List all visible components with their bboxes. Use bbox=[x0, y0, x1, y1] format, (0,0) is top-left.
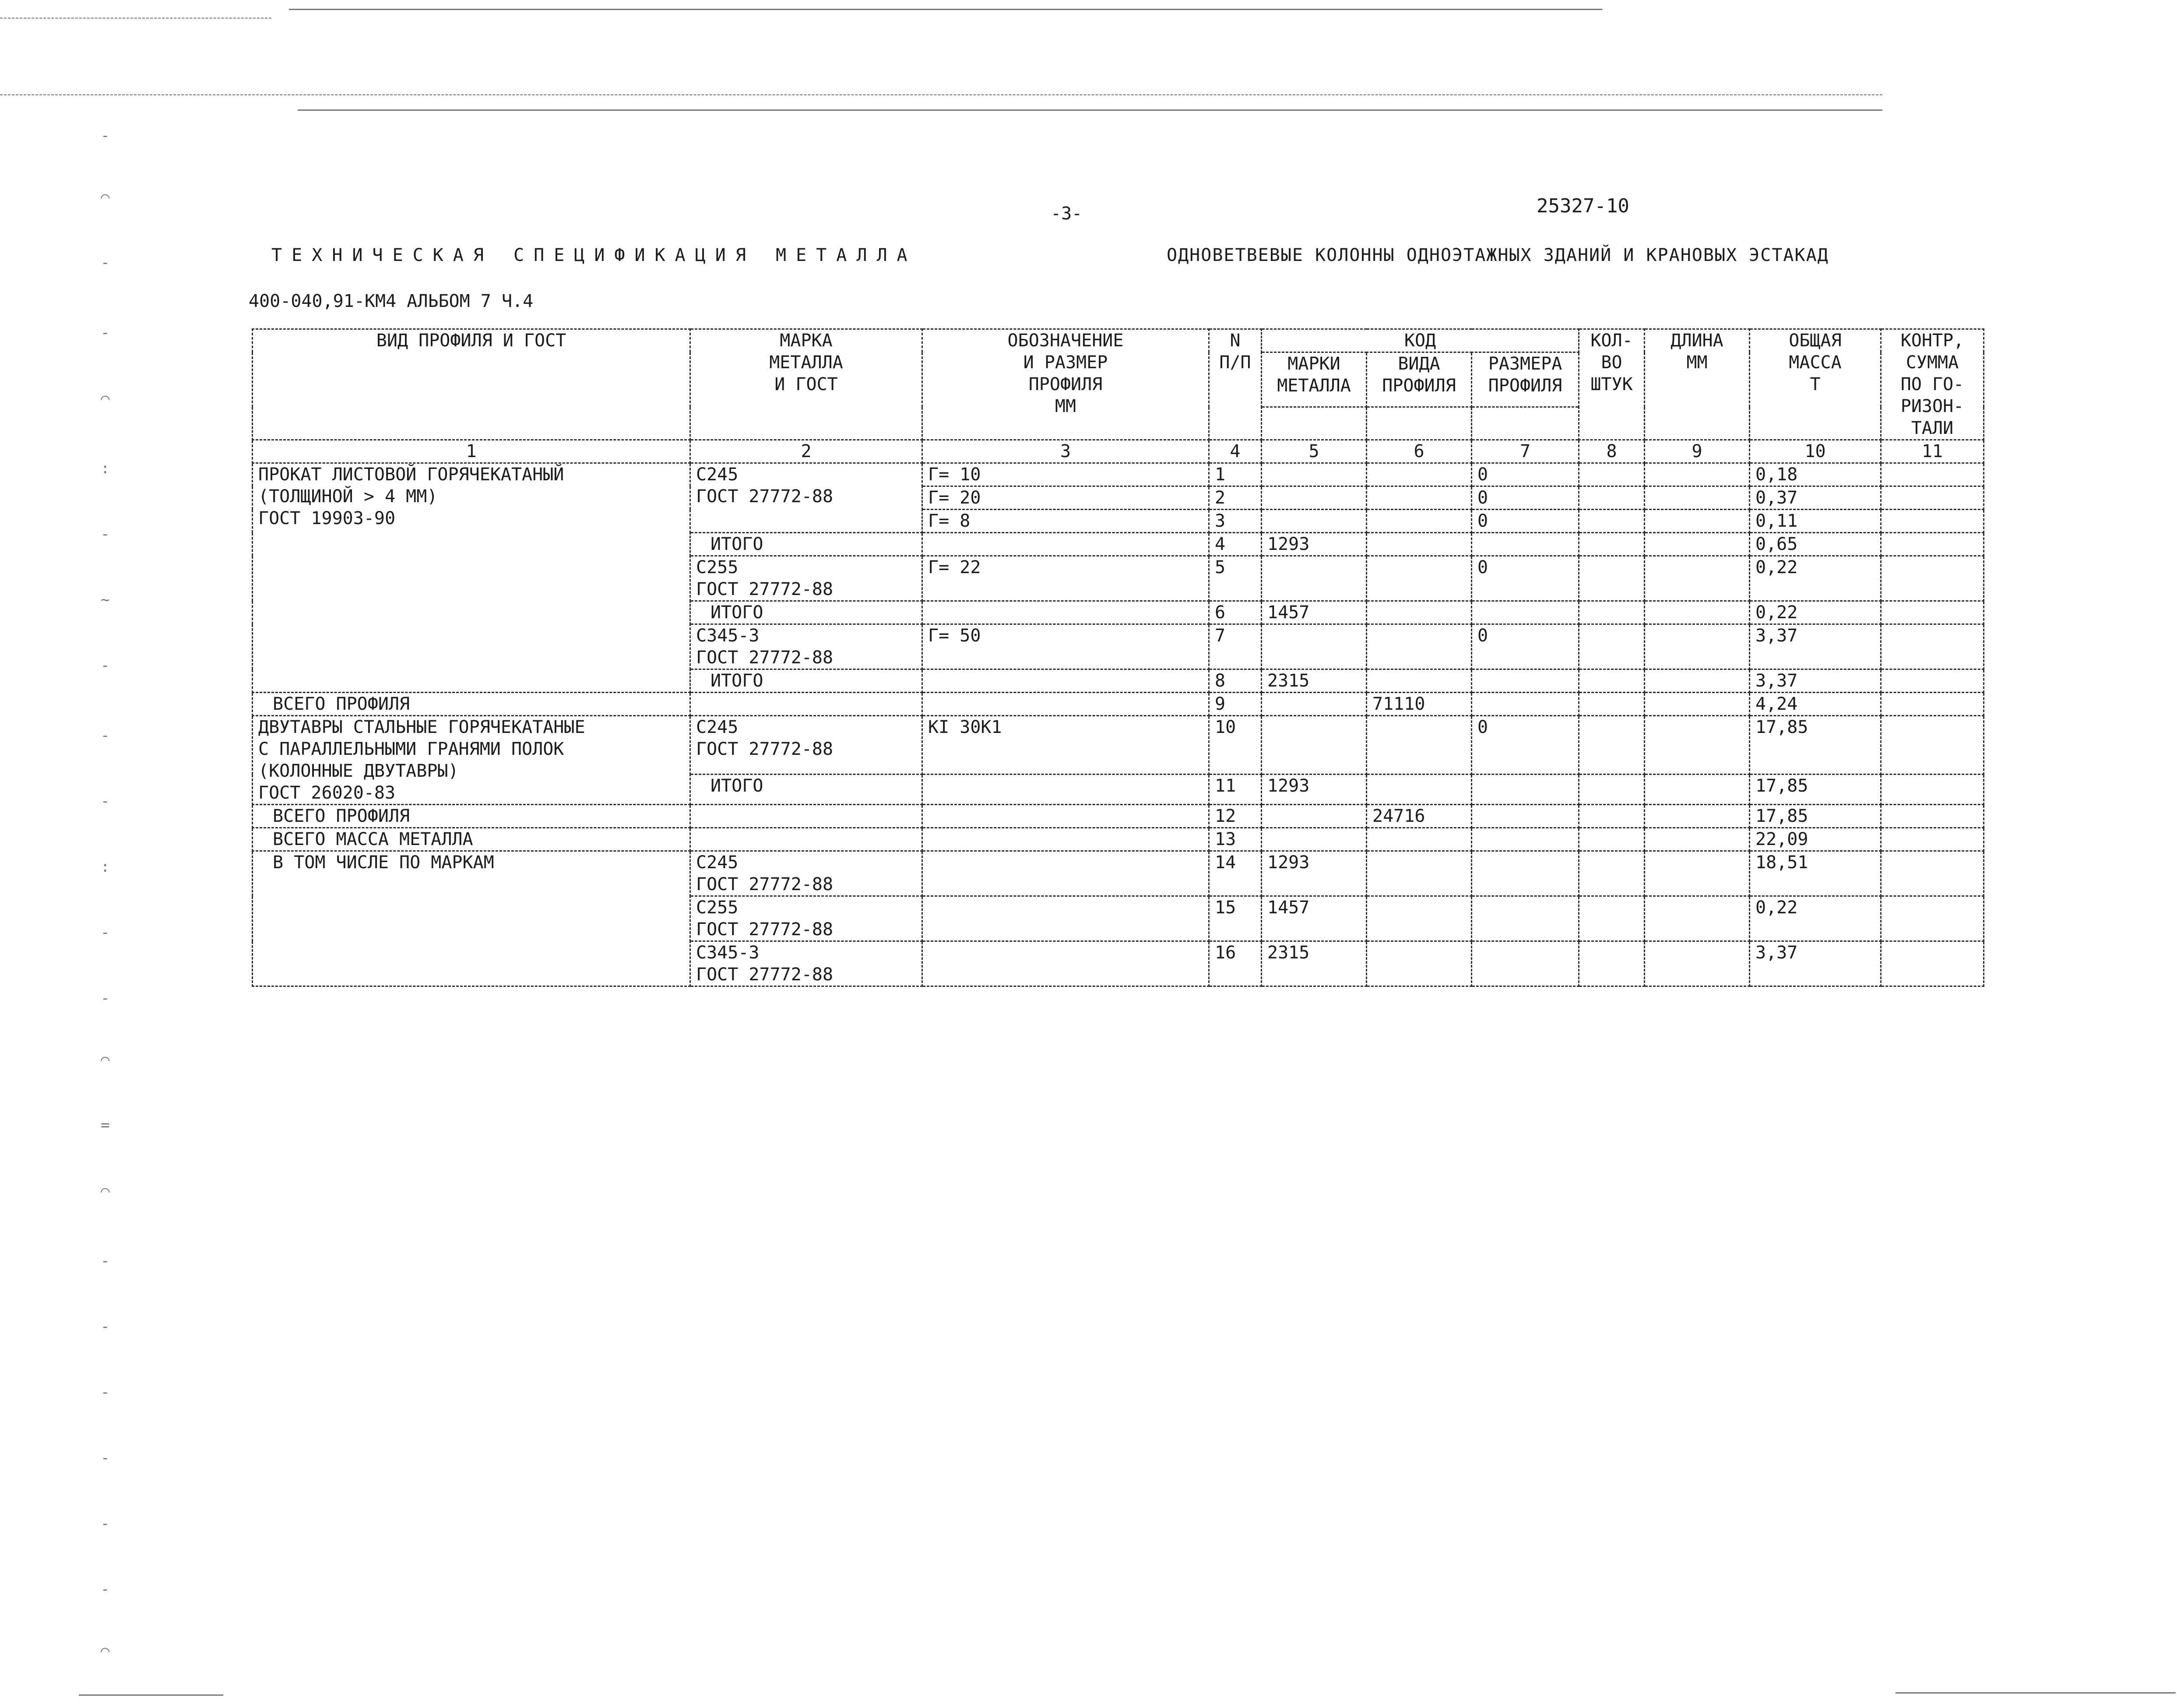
document-title: ТЕХНИЧЕСКАЯ СПЕЦИФИКАЦИЯ МЕТАЛЛА bbox=[271, 245, 917, 265]
column-number: 9 bbox=[1645, 440, 1750, 463]
subtotal-label: ИТОГО bbox=[690, 775, 922, 805]
column-number: 3 bbox=[922, 440, 1209, 463]
profile-code-cell bbox=[1367, 486, 1472, 510]
header-code: КОД bbox=[1262, 329, 1579, 352]
control-cell bbox=[1881, 556, 1984, 601]
profile-code-cell bbox=[1367, 669, 1472, 693]
length-cell bbox=[1645, 716, 1750, 775]
column-number: 11 bbox=[1881, 440, 1984, 463]
row-number-cell: 11 bbox=[1209, 775, 1262, 805]
row-number-cell: 9 bbox=[1209, 693, 1262, 716]
total-profile-label: ВСЕГО ПРОФИЛЯ bbox=[253, 693, 690, 716]
grade-code-cell bbox=[1262, 716, 1367, 775]
length-cell bbox=[1645, 510, 1750, 533]
grade-code-cell: 2315 bbox=[1262, 941, 1367, 986]
edge-mark: : bbox=[101, 460, 110, 477]
edge-mark: - bbox=[101, 990, 110, 1007]
grade-code-cell bbox=[1262, 828, 1367, 851]
table-row bbox=[253, 851, 1984, 896]
count-cell bbox=[1579, 510, 1645, 533]
column-number: 2 bbox=[690, 440, 922, 463]
profile-size-cell bbox=[922, 533, 1209, 556]
edge-mark: - bbox=[101, 792, 110, 810]
count-cell bbox=[1579, 533, 1645, 556]
grade-cell bbox=[690, 828, 922, 851]
scan-line bbox=[0, 18, 271, 19]
profile-size-cell bbox=[922, 941, 1209, 986]
header-control-sum: КОНТР, СУММА ПО ГО- РИЗОН- ТАЛИ bbox=[1881, 329, 1984, 440]
scan-line bbox=[0, 94, 1882, 95]
row-number-cell: 3 bbox=[1209, 510, 1262, 533]
mass-cell: 0,11 bbox=[1750, 510, 1881, 533]
count-cell bbox=[1579, 805, 1645, 828]
row-number-cell: 5 bbox=[1209, 556, 1262, 601]
mass-cell: 18,51 bbox=[1750, 851, 1881, 896]
edge-mark: - bbox=[101, 127, 110, 144]
count-cell bbox=[1579, 851, 1645, 896]
profile-size-cell: Г= 10 bbox=[922, 463, 1209, 486]
grade-code-cell bbox=[1262, 463, 1367, 486]
control-cell bbox=[1881, 669, 1984, 693]
subtotal-label: ИТОГО bbox=[690, 533, 922, 556]
control-cell bbox=[1881, 896, 1984, 941]
length-cell bbox=[1645, 463, 1750, 486]
profile-code-cell bbox=[1367, 828, 1472, 851]
edge-mark: ~ bbox=[101, 591, 110, 609]
count-cell bbox=[1579, 693, 1645, 716]
grade-code-cell: 2315 bbox=[1262, 669, 1367, 693]
profile-code-cell bbox=[1367, 533, 1472, 556]
header-code-grade: МАРКИ МЕТАЛЛА bbox=[1262, 352, 1367, 407]
row-number-cell: 12 bbox=[1209, 805, 1262, 828]
size-code-cell bbox=[1472, 601, 1579, 624]
edge-mark: ⌒ bbox=[101, 390, 110, 407]
edge-mark: - bbox=[101, 1252, 110, 1270]
grade-code-cell bbox=[1262, 693, 1367, 716]
header-code-profile-type: ВИДА ПРОФИЛЯ bbox=[1367, 352, 1472, 407]
size-code-cell: 0 bbox=[1472, 624, 1579, 669]
grade-cell bbox=[690, 693, 922, 716]
control-cell bbox=[1881, 533, 1984, 556]
profile-size-cell bbox=[922, 669, 1209, 693]
header-designation: ОБОЗНАЧЕНИЕ И РАЗМЕР ПРОФИЛЯ ММ bbox=[922, 329, 1209, 440]
length-cell bbox=[1645, 693, 1750, 716]
mass-cell: 22,09 bbox=[1750, 828, 1881, 851]
profile-code-cell bbox=[1367, 510, 1472, 533]
grade-cell: С245 ГОСТ 27772-88 bbox=[690, 463, 922, 533]
grade-cell bbox=[690, 805, 922, 828]
length-cell bbox=[1645, 601, 1750, 624]
mass-cell: 0,22 bbox=[1750, 556, 1881, 601]
subtotal-label: ИТОГО bbox=[690, 601, 922, 624]
profile-code-cell bbox=[1367, 601, 1472, 624]
document-code: 25327-10 bbox=[1537, 195, 1629, 217]
count-cell bbox=[1579, 601, 1645, 624]
grade-cell: С255 ГОСТ 27772-88 bbox=[690, 556, 922, 601]
count-cell bbox=[1579, 775, 1645, 805]
length-cell bbox=[1645, 556, 1750, 601]
row-number-cell: 7 bbox=[1209, 624, 1262, 669]
header-profile: ВИД ПРОФИЛЯ И ГОСТ bbox=[253, 329, 690, 440]
edge-mark: : bbox=[101, 858, 110, 876]
control-cell bbox=[1881, 775, 1984, 805]
size-code-cell bbox=[1472, 693, 1579, 716]
profile-code-cell bbox=[1367, 463, 1472, 486]
edge-mark: - bbox=[101, 1449, 110, 1467]
size-code-cell: 0 bbox=[1472, 556, 1579, 601]
grade-code-cell bbox=[1262, 805, 1367, 828]
profile-code-cell bbox=[1367, 851, 1472, 896]
row-number-cell: 2 bbox=[1209, 486, 1262, 510]
mass-cell: 0,22 bbox=[1750, 601, 1881, 624]
specification-table bbox=[252, 328, 1984, 987]
size-code-cell bbox=[1472, 941, 1579, 986]
row-number-cell: 15 bbox=[1209, 896, 1262, 941]
table-row bbox=[253, 463, 1984, 486]
profile-size-cell bbox=[922, 601, 1209, 624]
size-code-cell bbox=[1472, 533, 1579, 556]
mass-cell: 0,22 bbox=[1750, 896, 1881, 941]
profile-code-cell bbox=[1367, 716, 1472, 775]
edge-mark: ⌒ bbox=[101, 1051, 110, 1068]
mass-cell: 3,37 bbox=[1750, 669, 1881, 693]
edge-mark: ⌒ bbox=[101, 1642, 110, 1659]
subtotal-label: ИТОГО bbox=[690, 669, 922, 693]
mass-cell: 0,18 bbox=[1750, 463, 1881, 486]
edge-mark: - bbox=[101, 525, 110, 543]
edge-mark: - bbox=[101, 1515, 110, 1532]
grade-cell: С245 ГОСТ 27772-88 bbox=[690, 716, 922, 775]
profile-group-cell: ПРОКАТ ЛИСТОВОЙ ГОРЯЧЕКАТАНЫЙ (ТОЛЩИНОЙ > 4 ММ) ГОСТ 19903-90 bbox=[253, 463, 690, 693]
count-cell bbox=[1579, 486, 1645, 510]
grade-cell: С345-3 ГОСТ 27772-88 bbox=[690, 941, 922, 986]
table-row bbox=[253, 805, 1984, 828]
control-cell bbox=[1881, 510, 1984, 533]
mass-cell: 3,37 bbox=[1750, 624, 1881, 669]
scan-line bbox=[79, 1694, 223, 1696]
grade-code-cell bbox=[1262, 510, 1367, 533]
row-number-cell: 1 bbox=[1209, 463, 1262, 486]
column-numbers-row bbox=[253, 440, 1984, 463]
mass-cell: 4,24 bbox=[1750, 693, 1881, 716]
row-number-cell: 10 bbox=[1209, 716, 1262, 775]
edge-mark: - bbox=[101, 254, 110, 271]
column-number: 8 bbox=[1579, 440, 1645, 463]
column-number: 6 bbox=[1367, 440, 1472, 463]
mass-cell: 0,65 bbox=[1750, 533, 1881, 556]
profile-code-cell bbox=[1367, 556, 1472, 601]
count-cell bbox=[1579, 463, 1645, 486]
count-cell bbox=[1579, 828, 1645, 851]
size-code-cell: 0 bbox=[1472, 463, 1579, 486]
size-code-cell bbox=[1472, 669, 1579, 693]
table-row bbox=[253, 716, 1984, 775]
profile-size-cell bbox=[922, 805, 1209, 828]
profile-code-cell bbox=[1367, 775, 1472, 805]
profile-size-cell bbox=[922, 828, 1209, 851]
grade-code-cell: 1457 bbox=[1262, 896, 1367, 941]
album-reference: 400-040,91-КМ4 АЛЬБОМ 7 Ч.4 bbox=[249, 291, 534, 311]
profile-size-cell: Г= 20 bbox=[922, 486, 1209, 510]
edge-mark: = bbox=[101, 1116, 110, 1134]
count-cell bbox=[1579, 941, 1645, 986]
header-spacer bbox=[1367, 407, 1472, 440]
row-number-cell: 6 bbox=[1209, 601, 1262, 624]
size-code-cell: 0 bbox=[1472, 716, 1579, 775]
grade-code-cell: 1293 bbox=[1262, 851, 1367, 896]
edge-mark: ⌒ bbox=[101, 188, 110, 206]
length-cell bbox=[1645, 775, 1750, 805]
mass-cell: 3,37 bbox=[1750, 941, 1881, 986]
total-mass-label: ВСЕГО МАССА МЕТАЛЛА bbox=[253, 828, 690, 851]
grade-cell: С345-3 ГОСТ 27772-88 bbox=[690, 624, 922, 669]
grade-code-cell bbox=[1262, 486, 1367, 510]
size-code-cell bbox=[1472, 896, 1579, 941]
edge-mark: - bbox=[101, 657, 110, 674]
length-cell bbox=[1645, 896, 1750, 941]
grade-code-cell bbox=[1262, 556, 1367, 601]
row-number-cell: 16 bbox=[1209, 941, 1262, 986]
scan-line bbox=[1896, 1692, 2176, 1694]
profile-group-cell: ДВУТАВРЫ СТАЛЬНЫЕ ГОРЯЧЕКАТАНЫЕ С ПАРАЛЛЕЛЬНЫМИ ГРАНЯМИ ПОЛОК (КОЛОННЫЕ ДВУТАВРЫ) ГОСТ 26020-83 bbox=[253, 716, 690, 805]
size-code-cell bbox=[1472, 851, 1579, 896]
header-count: КОЛ- ВО ШТУК bbox=[1579, 329, 1645, 440]
profile-size-cell bbox=[922, 896, 1209, 941]
edge-mark: - bbox=[101, 324, 110, 342]
control-cell bbox=[1881, 486, 1984, 510]
profile-code-cell: 71110 bbox=[1367, 693, 1472, 716]
length-cell bbox=[1645, 486, 1750, 510]
profile-size-cell: КI 30К1 bbox=[922, 716, 1209, 775]
column-number: 5 bbox=[1262, 440, 1367, 463]
edge-mark: ⌒ bbox=[101, 1182, 110, 1200]
mass-cell: 17,85 bbox=[1750, 716, 1881, 775]
length-cell bbox=[1645, 805, 1750, 828]
length-cell bbox=[1645, 624, 1750, 669]
column-number: 7 bbox=[1472, 440, 1579, 463]
profile-size-cell bbox=[922, 693, 1209, 716]
edge-mark: - bbox=[101, 1581, 110, 1598]
profile-size-cell: Г= 22 bbox=[922, 556, 1209, 601]
profile-size-cell: Г= 50 bbox=[922, 624, 1209, 669]
control-cell bbox=[1881, 716, 1984, 775]
table-row bbox=[253, 828, 1984, 851]
profile-size-cell bbox=[922, 851, 1209, 896]
count-cell bbox=[1579, 669, 1645, 693]
count-cell bbox=[1579, 896, 1645, 941]
header-spacer bbox=[1472, 407, 1579, 440]
grade-code-cell: 1293 bbox=[1262, 775, 1367, 805]
mass-cell: 17,85 bbox=[1750, 805, 1881, 828]
count-cell bbox=[1579, 624, 1645, 669]
profile-code-cell bbox=[1367, 624, 1472, 669]
page-number: -3- bbox=[1051, 204, 1083, 224]
scan-line bbox=[298, 109, 1882, 111]
control-cell bbox=[1881, 601, 1984, 624]
control-cell bbox=[1881, 851, 1984, 896]
length-cell bbox=[1645, 941, 1750, 986]
control-cell bbox=[1881, 463, 1984, 486]
row-number-cell: 14 bbox=[1209, 851, 1262, 896]
size-code-cell: 0 bbox=[1472, 510, 1579, 533]
profile-size-cell: Г= 8 bbox=[922, 510, 1209, 533]
edge-mark: - bbox=[101, 1384, 110, 1401]
profile-size-cell bbox=[922, 775, 1209, 805]
scan-line bbox=[289, 9, 1602, 10]
profile-group-cell: В ТОМ ЧИСЛЕ ПО МАРКАМ bbox=[253, 851, 690, 986]
edge-mark: - bbox=[101, 924, 110, 941]
document-subtitle: ОДНОВЕТВЕВЫЕ КОЛОННЫ ОДНОЭТАЖНЫХ ЗДАНИЙ И КРАНОВЫХ ЭСТАКАД bbox=[1167, 245, 1829, 265]
row-number-cell: 4 bbox=[1209, 533, 1262, 556]
length-cell bbox=[1645, 533, 1750, 556]
size-code-cell bbox=[1472, 775, 1579, 805]
header-index: N П/П bbox=[1209, 329, 1262, 440]
grade-cell: С245 ГОСТ 27772-88 bbox=[690, 851, 922, 896]
header-mass: ОБЩАЯ МАССА Т bbox=[1750, 329, 1881, 440]
header-spacer bbox=[1262, 407, 1367, 440]
control-cell bbox=[1881, 805, 1984, 828]
header-code-profile-size: РАЗМЕРА ПРОФИЛЯ bbox=[1472, 352, 1579, 407]
control-cell bbox=[1881, 941, 1984, 986]
length-cell bbox=[1645, 851, 1750, 896]
profile-code-cell: 24716 bbox=[1367, 805, 1472, 828]
grade-code-cell: 1457 bbox=[1262, 601, 1367, 624]
mass-cell: 17,85 bbox=[1750, 775, 1881, 805]
column-number: 1 bbox=[253, 440, 690, 463]
length-cell bbox=[1645, 828, 1750, 851]
edge-mark: - bbox=[101, 1318, 110, 1335]
column-number: 4 bbox=[1209, 440, 1262, 463]
header-length: ДЛИНА ММ bbox=[1645, 329, 1750, 440]
mass-cell: 0,37 bbox=[1750, 486, 1881, 510]
edge-mark: - bbox=[101, 727, 110, 744]
control-cell bbox=[1881, 828, 1984, 851]
size-code-cell bbox=[1472, 828, 1579, 851]
control-cell bbox=[1881, 693, 1984, 716]
profile-code-cell bbox=[1367, 941, 1472, 986]
control-cell bbox=[1881, 624, 1984, 669]
row-number-cell: 13 bbox=[1209, 828, 1262, 851]
count-cell bbox=[1579, 556, 1645, 601]
row-number-cell: 8 bbox=[1209, 669, 1262, 693]
profile-code-cell bbox=[1367, 896, 1472, 941]
total-profile-label: ВСЕГО ПРОФИЛЯ bbox=[253, 805, 690, 828]
column-number: 10 bbox=[1750, 440, 1881, 463]
size-code-cell: 0 bbox=[1472, 486, 1579, 510]
length-cell bbox=[1645, 669, 1750, 693]
grade-code-cell: 1293 bbox=[1262, 533, 1367, 556]
header-grade: МАРКА МЕТАЛЛА И ГОСТ bbox=[690, 329, 922, 440]
header-row bbox=[253, 329, 1984, 352]
table-row bbox=[253, 693, 1984, 716]
grade-cell: С255 ГОСТ 27772-88 bbox=[690, 896, 922, 941]
count-cell bbox=[1579, 716, 1645, 775]
grade-code-cell bbox=[1262, 624, 1367, 669]
size-code-cell bbox=[1472, 805, 1579, 828]
